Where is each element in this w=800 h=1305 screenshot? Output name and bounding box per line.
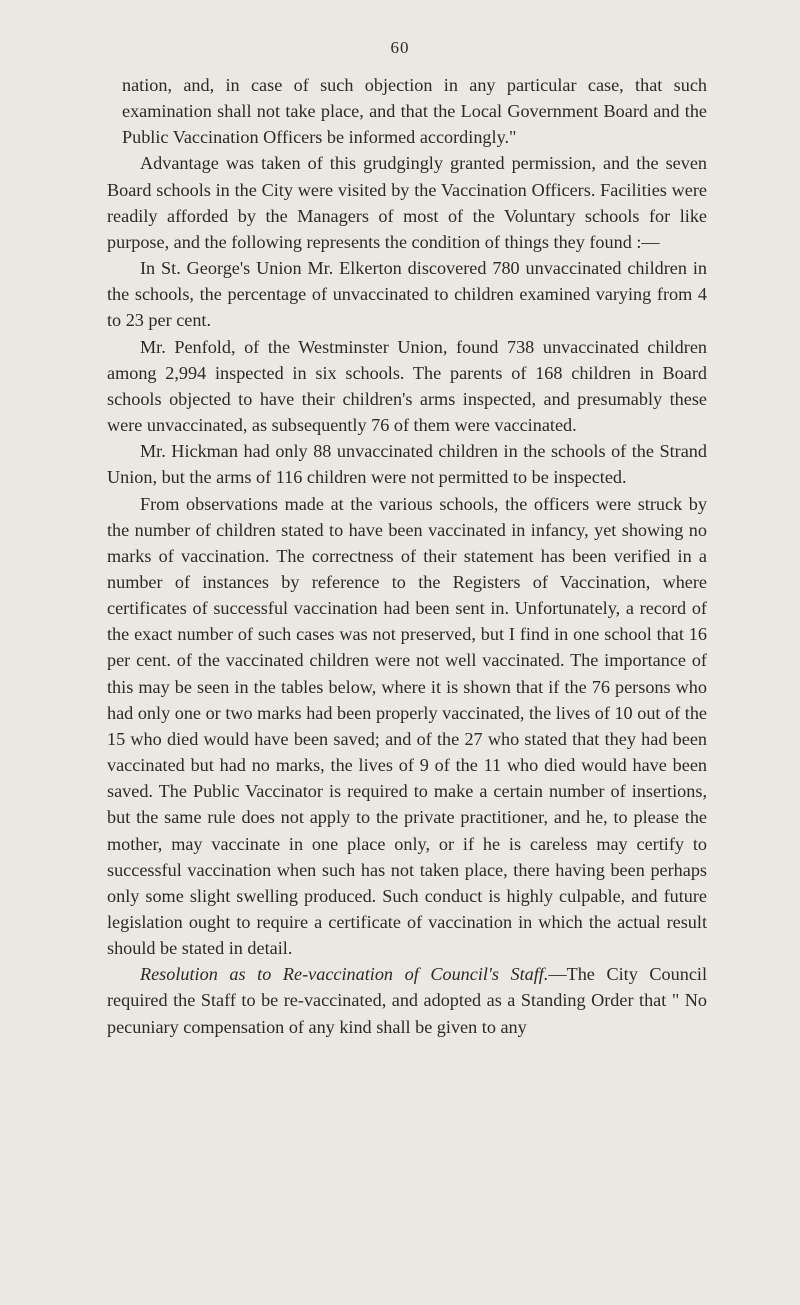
paragraph-inspection-permission: Advantage was taken of this grudgingly granted permission, and the seven Board schools in the City were visited by the Vaccination Officers. Facilities were readily afforded by the Managers of most of the Voluntary schools for like purpose, and the following represents the condition of things they found :— (107, 153, 707, 252)
paragraph-observations: From observations made at the various schools, the officers were struck by the number of children stated to have been vaccinated in infancy, yet showing no marks of vaccination. The correctness of their statement has been verified in a number of instances by reference to the Registers of Vaccination, where certificates of successful vaccination had been sent in. Unfortunately, a record of the exact number of such cases was not preserved, but I find in one school that 16 per cent. of the vaccinated children were not well vaccinated. The importance of this may be seen in the tables below, where it is shown that if the 76 persons who had only one or two marks had been properly vaccinated, the lives of 10 out of the 15 who died would have been saved; and of the 27 who stated that they had been vaccinated but had no marks, the lives of 9 of the 11 who died would have been saved. The Public Vaccinator is required to make a certain number of insertions, but the same rule does not apply to the private practitioner, and he, to please the mother, may vaccinate in one place only, or if he is careless may certify to successful vaccination when such has not taken place, there having been perhaps only some slight swelling produced. Such conduct is highly culpable, and future legislation ought to require a certificate of vaccination in which the actual result should be stated in detail. (107, 493, 707, 959)
quoted-resolution-end: nation, and, in case of such objection in any particular case, that such examination shall not take place, and that the Local Government Board and the Public Vaccination Officers be informed accordingly." (122, 75, 707, 148)
paragraph-strand-union: Mr. Hickman had only 88 unvaccinated children in the schools of the Strand Union, but the arms of 116 children were not permitted to be inspected. (107, 441, 707, 488)
paragraph-st-georges-union: In St. George's Union Mr. Elkerton discovered 780 unvaccinated children in the schools, the percentage of unvaccinated to children examined varying from 4 to 23 per cent. (107, 258, 707, 331)
body-text (107, 72, 707, 1040)
section-heading: Resolution as to Re-vaccination of Council's Staff. (140, 964, 549, 985)
paragraph-westminster-union: Mr. Penfold, of the Westminster Union, found 738 unvaccinated children among 2,994 inspected in six schools. The parents of 168 children in Board schools objected to have their children's arms inspected, and presumably these were unvaccinated, as subsequently 76 of them were vaccinated. (107, 336, 707, 436)
paragraph-revaccination-resolution (107, 961, 707, 1039)
page-number: 60 (390, 38, 410, 57)
paragraph-text: —The City Council required the Staff to be re-vaccinated, and adopted as a Standing Order that " No pecuniary compensation of any kind shall be given to any (107, 964, 707, 1037)
